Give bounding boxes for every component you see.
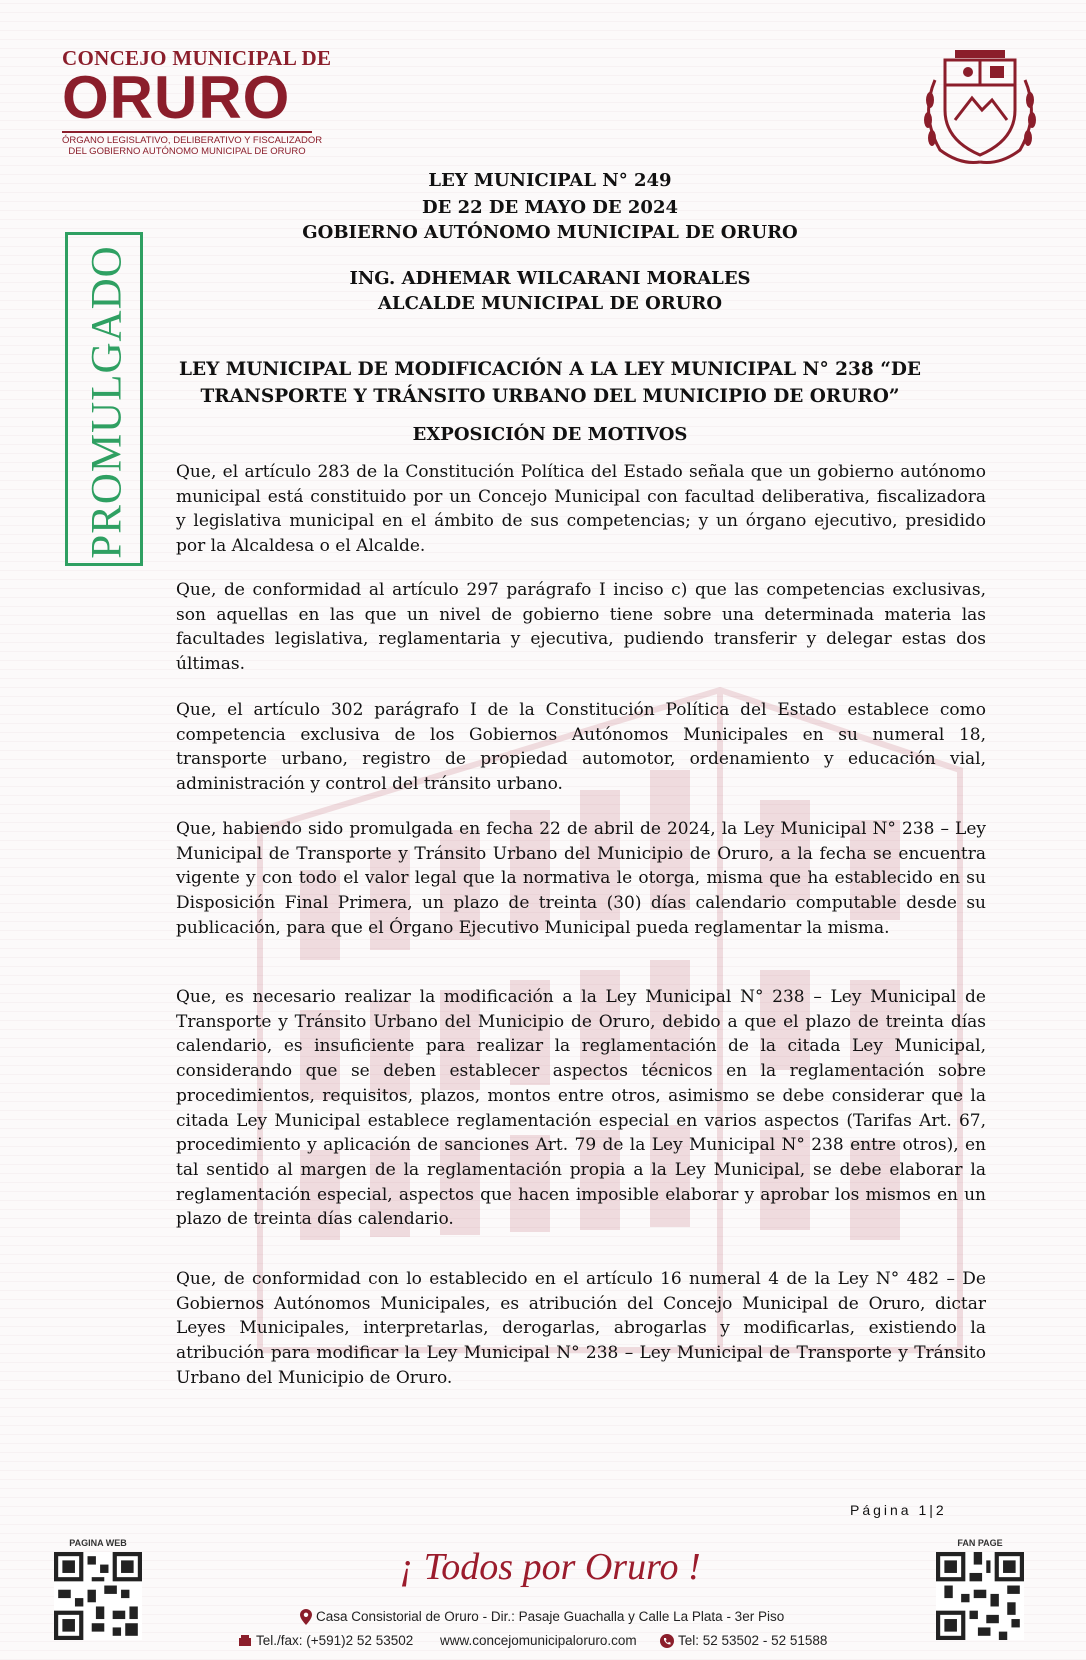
location-pin-icon: [300, 1609, 312, 1625]
qr-code-fanpage-icon[interactable]: [936, 1552, 1024, 1640]
footer-telfax: [238, 1633, 413, 1648]
paragraph-5: Que, es necesario realizar la modificación a la Ley Municipal N° 238 – Ley Municipal de Transporte y Tránsito Urbano del Municipio de Oruro, debido a que el plazo de treinta días calendario, es insuficiente para realizar la reglamentación de la citada Ley Municipal, considerando que se deben establecer aspectos técnicos en la reglamentación sobre procedimientos, requisitos, plazos, montos entre otros, asimismo se debe considerar que la citada Ley Municipal establece reglamentación especial en varios aspectos (Tarifas Art. 67, procedimiento y aplicación de sanciones Art. 79 de la Ley Municipal N° 238 entre otros), en tal sentido al margen de la reglamentación propia a la Ley Municipal, se debe elaborar la reglamentación especial, aspectos que hacen imposible elaborar y aprobar los mismos en un plazo de treinta días calendario.: [176, 987, 986, 1230]
paragraph-3: Que, el artículo 302 parágrafo I de la Constitución Política del Estado establece como competencia exclusiva de los Gobiernos Autónomos Municipales en su numeral 18, transporte urbano, registro de propiedad automotor, ordenamiento y educación vial, administración y control del tránsito urbano.: [176, 700, 986, 795]
concejo-logo: [62, 46, 332, 157]
mayor-name: ING. ADHEMAR WILCARANI MORALES: [349, 268, 751, 289]
coat-of-arms-icon: [910, 40, 1050, 170]
page-number: Página 1|2: [850, 1502, 947, 1518]
logo-line3: ÓRGANO LEGISLATIVO, DELIBERATIVO Y FISCALIZADOR: [62, 131, 312, 146]
telfax-text: Tel./fax: (+591)2 52 53502: [256, 1633, 414, 1648]
qr-right-label: FAN PAGE: [957, 1538, 1003, 1548]
stamp-text: PROMULGADO: [83, 245, 131, 559]
logo-line4: DEL GOBIERNO AUTÓNOMO MUNICIPAL DE ORURO: [68, 146, 306, 157]
paragraph-4: Que, habiendo sido promulgada en fecha 22 de abril de 2024, la Ley Municipal N° 238 – Ley Municipal de Transporte y Tránsito Urbano del Municipio de Oruro, a la fecha se encuentra vigente y con todo el valor legal que la normativa le otorga, misma que ha establecido en su Disposición Final Primera, un plazo de treinta (30) días calendario computable desde su publicación, para que el Órgano Ejecutivo Municipal pueda reglamentar la misma.: [176, 819, 986, 938]
law-number: LEY MUNICIPAL N° 249: [428, 170, 672, 191]
phone-icon: [660, 1634, 674, 1648]
phone-text: Tel: 52 53502 - 52 51588: [678, 1633, 828, 1648]
logo-line2: ORURO: [62, 64, 291, 131]
website-link[interactable]: www.concejomunicipaloruro.com: [440, 1633, 637, 1648]
slogan: ¡ Todos por Oruro !: [399, 1546, 701, 1588]
government-name: GOBIERNO AUTÓNOMO MUNICIPAL DE ORURO: [302, 222, 798, 243]
law-title: LEY MUNICIPAL DE MODIFICACIÓN A LA LEY MUNICIPAL N° 238 “DE TRANSPORTE Y TRÁNSITO URBANO DEL MUNICIPIO DE ORURO”: [179, 359, 921, 407]
promulgado-stamp: [65, 232, 143, 566]
mayor-title: ALCALDE MUNICIPAL DE ORURO: [377, 293, 723, 314]
fax-icon: [238, 1634, 252, 1648]
footer-phone: [660, 1633, 827, 1648]
paragraph-1: Que, el artículo 283 de la Constitución Política del Estado señala que un gobierno autónomo municipal está constituido por un Concejo Municipal con facultad deliberativa, fiscalizadora y legislativa municipal en el ámbito de sus competencias; y un órgano ejecutivo, presidido por la Alcaldesa o el Alcalde.: [176, 462, 986, 557]
paragraph-2: Que, de conformidad al artículo 297 parágrafo I inciso c) que las competencias exclusivas, son aquellas en las que un nivel de gobierno tiene sobre una determinada materia las facultades legislativa, reglamentaria y ejecutiva, pudiendo transferir y delegar estas dos últimas.: [176, 580, 986, 675]
qr-code-web-icon[interactable]: [54, 1552, 142, 1640]
footer-website[interactable]: [440, 1633, 637, 1648]
section-heading: EXPOSICIÓN DE MOTIVOS: [412, 424, 688, 445]
qr-left-label: PAGINA WEB: [69, 1538, 127, 1548]
logo-line1: CONCEJO MUNICIPAL DE: [62, 46, 332, 70]
address-text: Casa Consistorial de Oruro - Dir.: Pasaje Guachalla y Calle La Plata - 3er Piso: [316, 1609, 785, 1624]
footer-address: [300, 1609, 784, 1625]
paragraph-6: Que, de conformidad con lo establecido en el artículo 16 numeral 4 de la Ley N° 482 – De Gobiernos Autónomos Municipales, es atribución del Concejo Municipal de Oruro, dictar Leyes Municipales, interpretarlas, derogarlas, abrogarlas y modificarlas, existiendo la atribución para modificar la Ley Municipal N° 238 – Ley Municipal de Transporte y Tránsito Urbano del Municipio de Oruro.: [176, 1269, 986, 1388]
law-date: DE 22 DE MAYO DE 2024: [422, 197, 678, 218]
